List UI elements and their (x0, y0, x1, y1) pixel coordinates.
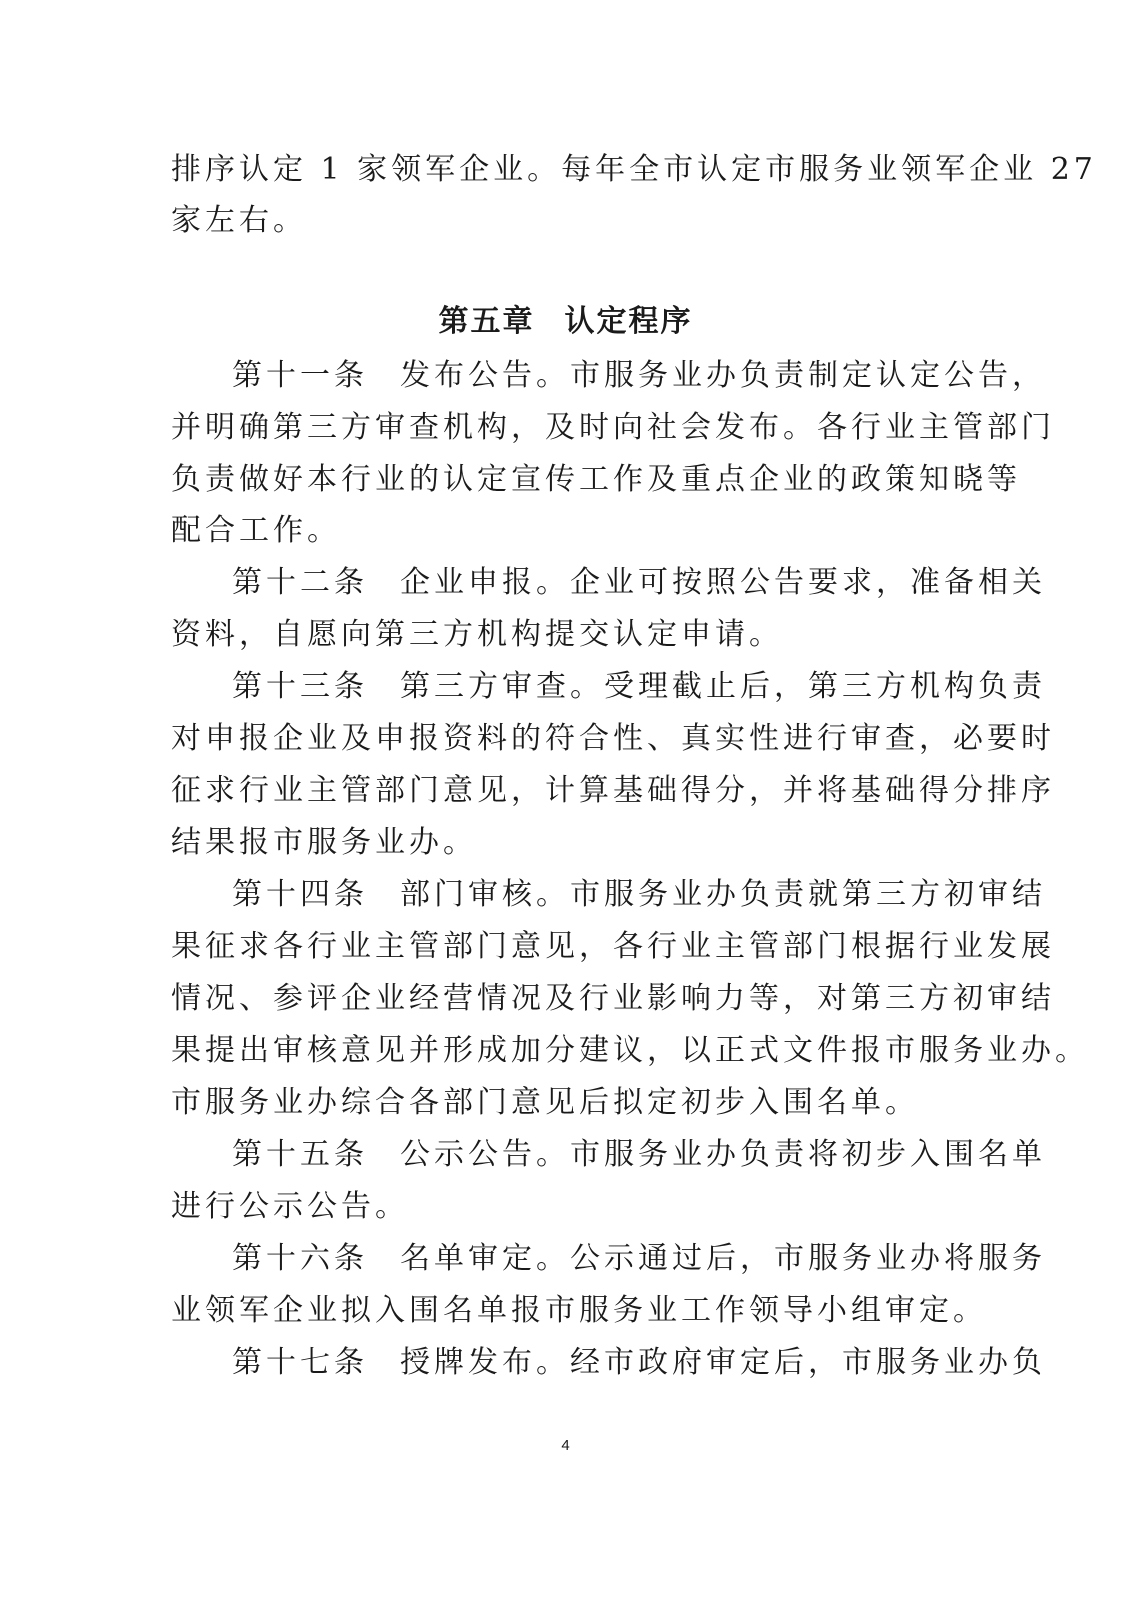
article-16-line-1 (232, 1239, 1046, 1279)
article-number: 第十四条 (232, 877, 368, 912)
article-number: 第十六条 (232, 1241, 368, 1276)
article-15-line-1 (232, 1135, 1046, 1175)
article-13-line-3: 征求行业主管部门意见，计算基础得分，并将基础得分排序 (171, 773, 1055, 808)
article-14-line-4: 果提出审核意见并形成加分建议，以正式文件报市服务业办。 (171, 1033, 1089, 1068)
article-12-line-2: 资料，自愿向第三方机构提交认定申请。 (171, 617, 783, 652)
article-number: 第十二条 (232, 565, 368, 600)
article-text: 公示公告。市服务业办负责将初步入围名单 (400, 1137, 1046, 1172)
article-12-line-1 (232, 563, 1046, 603)
article-13-line-1 (232, 667, 1046, 707)
article-14-line-1 (232, 875, 1046, 915)
article-text: 部门审核。市服务业办负责就第三方初审结 (400, 877, 1046, 912)
article-text: 第三方审查。受理截止后，第三方机构负责 (400, 669, 1046, 704)
article-11-line-2: 并明确第三方审查机构，及时向社会发布。各行业主管部门 (171, 410, 1055, 445)
article-number: 第十五条 (232, 1137, 368, 1172)
article-11-line-1 (232, 356, 1046, 396)
article-text: 授牌发布。经市政府审定后，市服务业办负 (400, 1345, 1046, 1380)
article-text: 发布公告。市服务业办负责制定认定公告， (400, 358, 1046, 393)
chapter-number: 第五章 (438, 304, 535, 339)
article-14-line-3: 情况、参评企业经营情况及行业影响力等，对第三方初审结 (171, 981, 1055, 1016)
page-number: 4 (561, 1437, 570, 1454)
article-13-line-4: 结果报市服务业办。 (171, 825, 477, 860)
chapter-heading (0, 302, 1131, 342)
intro-line-1: 排序认定 1 家领军企业。每年全市认定市服务业领军企业 27 (171, 152, 1097, 187)
article-15-line-2: 进行公示公告。 (171, 1189, 409, 1224)
article-17-line-1 (232, 1343, 1046, 1383)
article-text: 企业申报。企业可按照公告要求，准备相关 (400, 565, 1046, 600)
intro-line-2: 家左右。 (171, 203, 307, 238)
article-14-line-2: 果征求各行业主管部门意见，各行业主管部门根据行业发展 (171, 929, 1055, 964)
article-16-line-2: 业领军企业拟入围名单报市服务业工作领导小组审定。 (171, 1293, 987, 1328)
article-number: 第十一条 (232, 358, 368, 393)
article-text: 名单审定。公示通过后，市服务业办将服务 (400, 1241, 1046, 1276)
article-number: 第十三条 (232, 669, 368, 704)
article-14-line-5: 市服务业办综合各部门意见后拟定初步入围名单。 (171, 1085, 919, 1120)
article-11-line-3: 负责做好本行业的认定宣传工作及重点企业的政策知晓等 (171, 462, 1021, 497)
article-11-line-4: 配合工作。 (171, 513, 341, 548)
article-number: 第十七条 (232, 1345, 368, 1380)
chapter-title: 认定程序 (564, 304, 693, 339)
article-13-line-2: 对申报企业及申报资料的符合性、真实性进行审查，必要时 (171, 721, 1055, 756)
